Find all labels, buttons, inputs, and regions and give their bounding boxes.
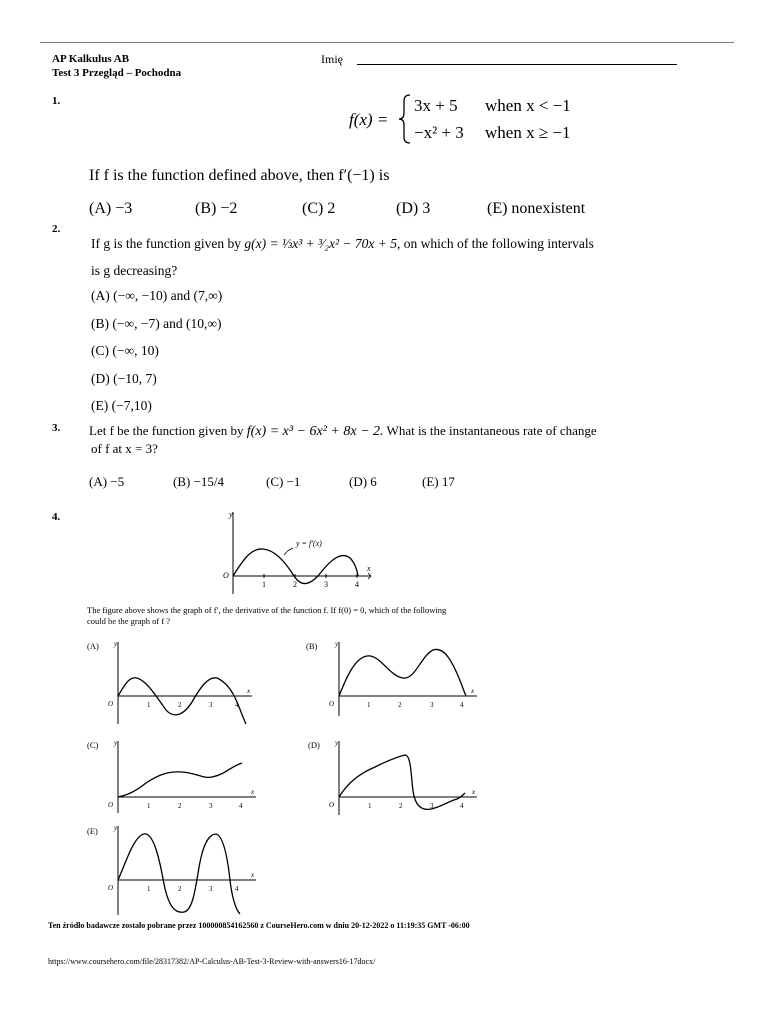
- q2-choice-c: (C) (−∞, 10): [91, 343, 159, 358]
- q4-option-c-label: (C): [87, 740, 99, 750]
- q1-choice-b: (B) −2: [195, 200, 238, 217]
- opt-d-t2: 2: [399, 802, 403, 810]
- q4-axis-x: x: [367, 564, 371, 573]
- opt-e-t1: 1: [147, 885, 151, 893]
- q1-case2-cond: when x ≥ −1: [485, 123, 571, 142]
- q3-line2: of f at x = 3?: [91, 441, 158, 456]
- q3-line1: [89, 423, 597, 440]
- opt-b-t1: 1: [367, 701, 371, 709]
- opt-d-t1: 1: [368, 802, 372, 810]
- q2-choice-d: (D) (−10, 7): [91, 371, 157, 386]
- opt-c-t4: 4: [239, 802, 243, 810]
- q3-line1-eq: f(x) = x³ − 6x² + 8x − 2.: [246, 424, 384, 439]
- q4-tick-2: 2: [293, 580, 297, 589]
- q4-option-b-label: (B): [306, 641, 318, 651]
- opt-a-y: y: [114, 640, 118, 648]
- q4-option-d-graph[interactable]: [325, 735, 480, 817]
- q2-line1-eq: g(x) = ⅓x³ + ³⁄₂x² − 70x + 5,: [244, 236, 401, 251]
- opt-e-y: y: [114, 824, 118, 832]
- q1-case1-expr: 3x + 5: [414, 96, 458, 115]
- opt-b-t2: 2: [398, 701, 402, 709]
- question-4-number: 4.: [52, 511, 61, 523]
- opt-d-t3: 3: [430, 802, 434, 810]
- q3-choice-b: (B) −15/4: [173, 474, 225, 489]
- opt-b-y: y: [335, 640, 339, 648]
- q3-choice-a: (A) −5: [89, 474, 125, 489]
- q2-choice-a: (A) (−∞, −10) and (7,∞): [91, 288, 223, 303]
- question-1-number: 1.: [52, 95, 61, 107]
- opt-b-t3: 3: [430, 701, 434, 709]
- opt-b-o: O: [329, 700, 335, 708]
- q2-choice-b: (B) (−∞, −7) and (10,∞): [91, 316, 222, 331]
- q2-line1: [91, 236, 594, 252]
- q4-option-e-label: (E): [87, 826, 98, 836]
- q1-choice-c: (C) 2: [302, 200, 336, 217]
- q2-line2: is g decreasing?: [91, 263, 178, 278]
- q4-text-line1: The figure above shows the graph of f′, the derivative of the function f. If f(0) = 0, which of the following: [87, 605, 447, 615]
- opt-a-t1: 1: [147, 701, 151, 709]
- course-title: AP Kalkulus AB: [52, 53, 130, 65]
- q2-line1-b: on which of the following intervals: [403, 236, 594, 251]
- q4-option-e-graph[interactable]: [104, 822, 259, 917]
- name-label: Imię: [321, 52, 343, 66]
- q4-axis-y: y: [229, 510, 233, 519]
- opt-d-y: y: [335, 739, 339, 747]
- q4-text-line2: could be the graph of f ?: [87, 616, 171, 626]
- q4-tick-3: 3: [324, 580, 328, 589]
- opt-e-t4: 4: [235, 885, 239, 893]
- q2-line1-a: If g is the function given by: [91, 236, 241, 251]
- opt-c-t3: 3: [209, 802, 213, 810]
- opt-c-x: x: [251, 788, 255, 796]
- opt-a-o: O: [108, 700, 114, 708]
- q4-option-b-graph[interactable]: [325, 636, 480, 718]
- q4-origin: O: [223, 571, 229, 580]
- q1-choice-d: (D) 3: [396, 200, 431, 217]
- q4-tick-1: 1: [262, 580, 266, 589]
- q1-choice-a: (A) −3: [89, 200, 133, 217]
- q3-line1-a: Let f be the function given by: [89, 423, 244, 438]
- q3-choice-e: (E) 17: [422, 474, 455, 489]
- source-note: Ten źródło badawcze zostało pobrane przez 100000854162560 z CourseHero.com w dniu 20-12-2022 o 11:19:35 GMT -06:00: [48, 921, 470, 930]
- opt-a-x: x: [247, 687, 251, 695]
- opt-e-t3: 3: [209, 885, 213, 893]
- opt-c-t2: 2: [178, 802, 182, 810]
- opt-a-t2: 2: [178, 701, 182, 709]
- q1-case1-cond: when x < −1: [485, 96, 571, 115]
- opt-c-y: y: [114, 739, 118, 747]
- opt-d-t4: 4: [460, 802, 464, 810]
- q3-choice-d: (D) 6: [349, 474, 377, 489]
- opt-c-o: O: [108, 801, 114, 809]
- name-field-line[interactable]: [357, 64, 677, 65]
- q1-fx: f(x) =: [349, 110, 389, 129]
- top-rule: [40, 42, 734, 43]
- q4-option-c-graph[interactable]: [104, 735, 259, 815]
- q1-question-text: If f is the function defined above, then f′(−1) is: [89, 167, 390, 184]
- opt-e-x: x: [251, 871, 255, 879]
- opt-d-x: x: [472, 788, 476, 796]
- test-title: Test 3 Przegląd – Pochodna: [52, 67, 182, 79]
- q4-derivative-graph: [218, 508, 378, 596]
- opt-e-t2: 2: [178, 885, 182, 893]
- q1-choice-e: (E) nonexistent: [487, 200, 586, 217]
- opt-c-t1: 1: [147, 802, 151, 810]
- opt-a-t4: 4: [235, 701, 239, 709]
- opt-b-t4: 4: [460, 701, 464, 709]
- q4-option-a-label: (A): [87, 641, 99, 651]
- q4-tick-4: 4: [355, 580, 359, 589]
- q3-line1-b: What is the instantaneous rate of change: [386, 423, 597, 438]
- opt-a-t3: 3: [209, 701, 213, 709]
- q1-brace: [398, 93, 412, 145]
- q4-graph-label: y = f′(x): [296, 539, 322, 548]
- q1-function-label: [349, 110, 388, 130]
- opt-e-o: O: [108, 884, 114, 892]
- source-url[interactable]: https://www.coursehero.com/file/28317382/AP-Calculus-AB-Test-3-Review-with-answers16-17docx/: [48, 957, 376, 966]
- q1-case2-expr: −x² + 3: [414, 123, 464, 142]
- opt-d-o: O: [329, 801, 335, 809]
- q4-option-d-label: (D): [308, 740, 320, 750]
- question-2-number: 2.: [52, 223, 61, 235]
- question-3-number: 3.: [52, 422, 61, 434]
- q3-choice-c: (C) −1: [266, 474, 301, 489]
- q4-option-a-graph[interactable]: [104, 636, 254, 726]
- opt-b-x: x: [471, 687, 475, 695]
- q2-choice-e: (E) (−7,10): [91, 398, 152, 413]
